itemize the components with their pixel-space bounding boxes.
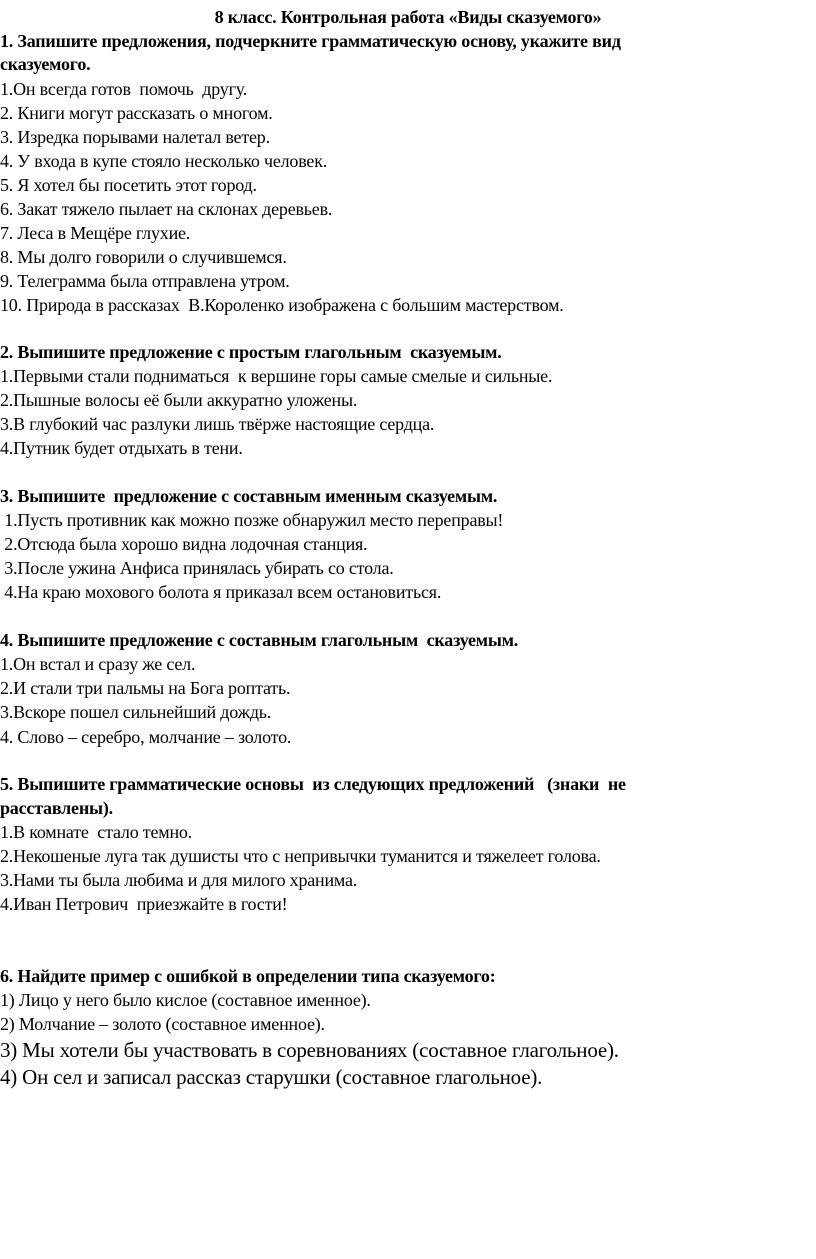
list-item: 4.Иван Петрович приезжайте в гости! [0, 894, 288, 914]
list-item: 1.Он всегда готов помочь другу. [0, 79, 248, 99]
list-item: 3. Изредка порывами налетал ветер. [0, 127, 270, 147]
section-heading: 6. Найдите пример с ошибкой в определении типа сказуемого: [0, 966, 496, 986]
section-heading: 2. Выпишите предложение с простым глагольным сказуемым. [0, 342, 502, 362]
list-item: 3) Мы хотели бы участвовать в соревнованиях (составное глагольное). [0, 1038, 619, 1062]
section-heading: 4. Выпишите предложение с составным глагольным сказуемым. [0, 630, 519, 650]
list-item: 4) Он сел и записал рассказ старушки (составное глагольное). [0, 1065, 543, 1089]
list-item: 3.В глубокий час разлуки лишь твёрже настоящие сердца. [0, 414, 435, 434]
list-item: 1) Лицо у него было кислое (составное именное). [0, 990, 371, 1010]
list-item: 2.Некошеные луга так душисты что с непривычки туманится и тяжелеет голова. [0, 846, 601, 866]
list-item: 5. Я хотел бы посетить этот город. [0, 175, 257, 195]
section-heading: 3. Выпишите предложение с составным именным сказуемым. [0, 486, 498, 506]
list-item: 1.Он встал и сразу же сел. [0, 654, 196, 674]
list-item: 2. Книги могут рассказать о многом. [0, 103, 273, 123]
list-item: 4. У входа в купе стояло несколько человек. [0, 151, 328, 171]
list-item: 4.На краю мохового болота я приказал всем остановиться. [0, 582, 442, 602]
list-item: 10. Природа в рассказах В.Короленко изображена с большим мастерством. [0, 295, 564, 315]
list-item: 1.В комнате стало темно. [0, 822, 192, 842]
section-heading: расставлены). [0, 798, 113, 818]
list-item: 1.Первыми стали подниматься к вершине горы самые смелые и сильные. [0, 366, 553, 386]
list-item: 4. Слово – серебро, молчание – золото. [0, 727, 292, 747]
list-item: 2.И стали три пальмы на Бога роптать. [0, 678, 291, 698]
section-heading: 5. Выпишите грамматические основы из следующих предложений (знаки не [0, 774, 626, 794]
list-item: 3.Нами ты была любима и для милого хранима. [0, 870, 358, 890]
list-item: 3.После ужина Анфиса принялась убирать со стола. [0, 558, 394, 578]
list-item: 9. Телеграмма была отправлена утром. [0, 271, 290, 291]
list-item: 6. Закат тяжело пылает на склонах деревьев. [0, 199, 333, 219]
list-item: 1.Пусть противник как можно позже обнаружил место переправы! [0, 510, 504, 530]
section-heading: сказуемого. [0, 54, 91, 74]
list-item: 4.Путник будет отдыхать в тени. [0, 438, 243, 458]
document-title: 8 класс. Контрольная работа «Виды сказуемого» [214, 7, 602, 27]
list-item: 7. Леса в Мещёре глухие. [0, 223, 191, 243]
section-heading: 1. Запишите предложения, подчеркните грамматическую основу, укажите вид [0, 31, 621, 51]
list-item: 3.Вскоре пошел сильнейший дождь. [0, 702, 272, 722]
list-item: 2.Отсюда была хорошо видна лодочная станция. [0, 534, 368, 554]
list-item: 2.Пышные волосы её были аккуратно уложены. [0, 390, 358, 410]
list-item: 8. Мы долго говорили о случившемся. [0, 247, 287, 267]
list-item: 2) Молчание – золото (составное именное). [0, 1014, 325, 1034]
